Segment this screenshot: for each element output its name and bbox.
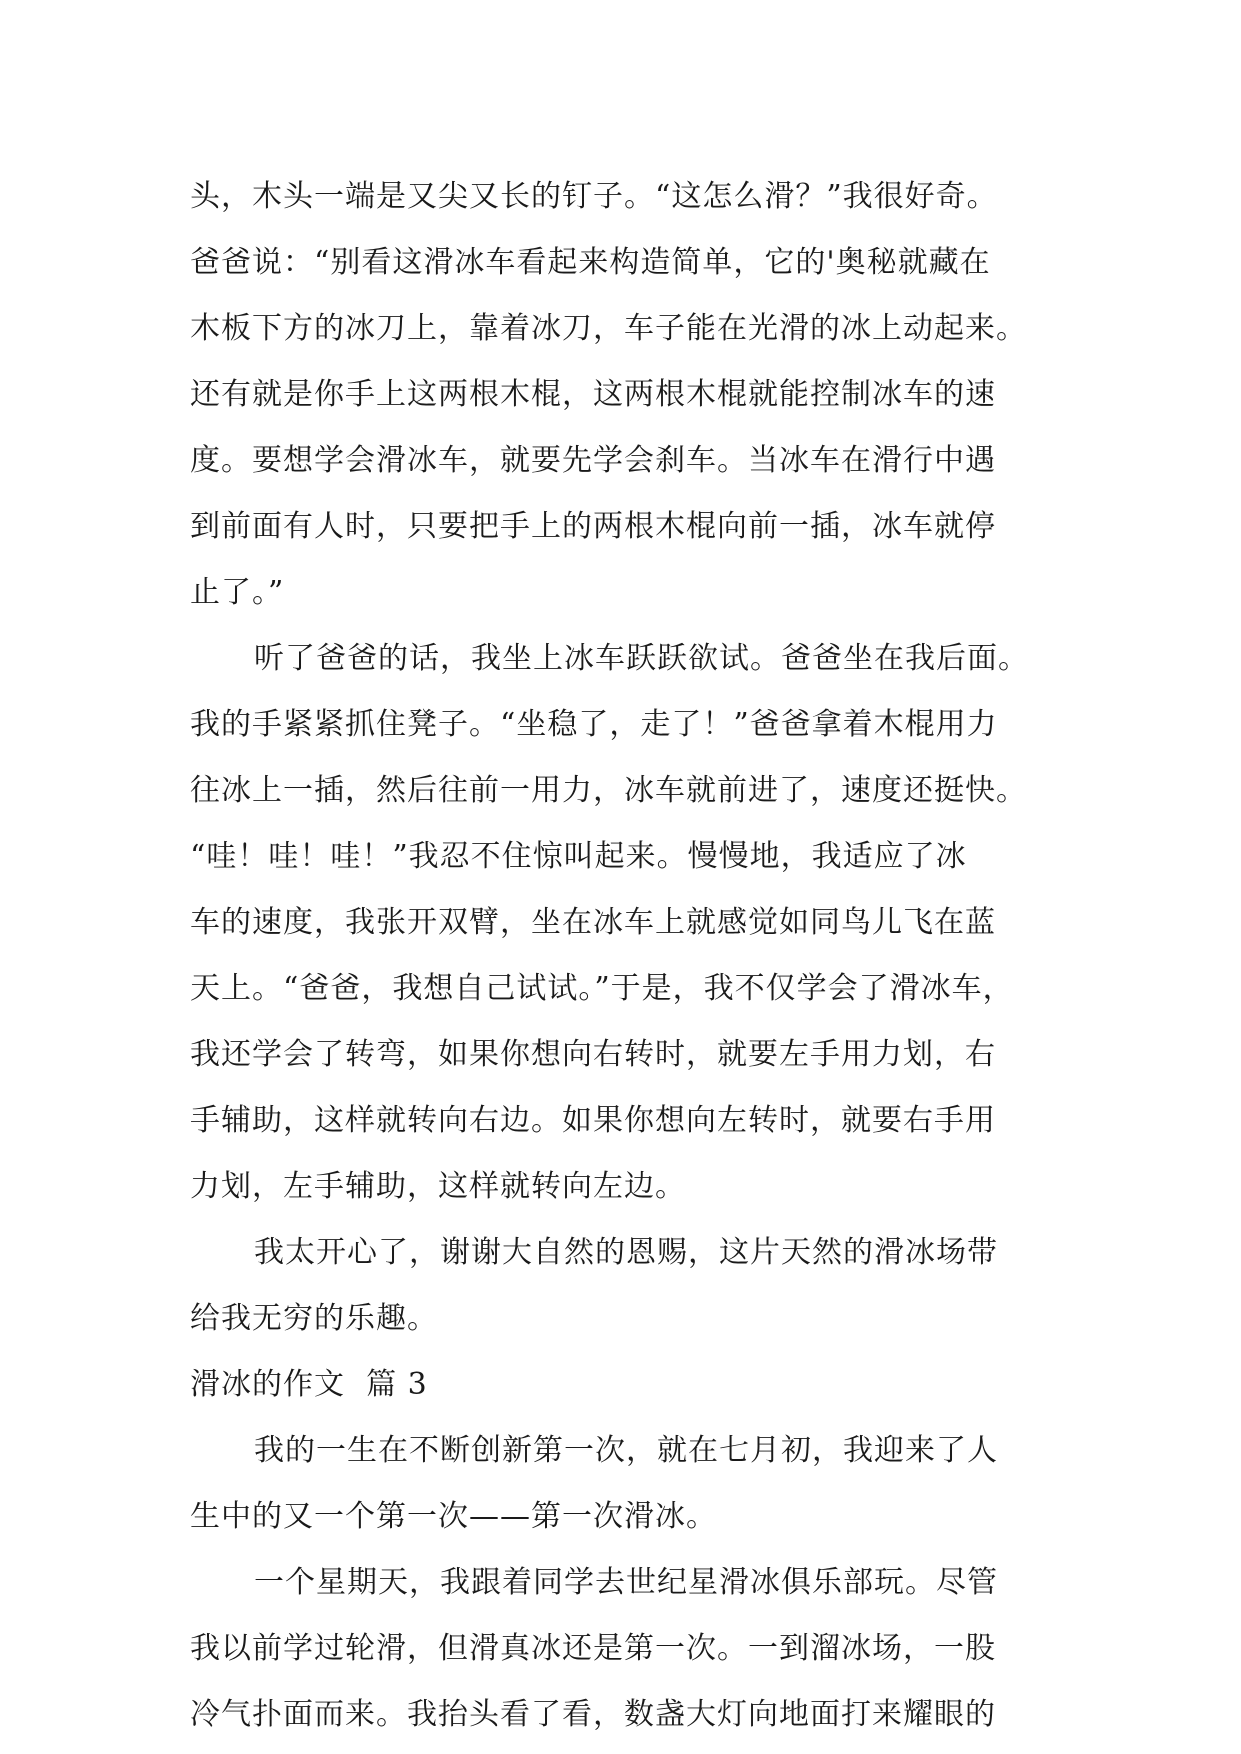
text-line: 爸爸说：“别看这滑冰车看起来构造简单，它的'奥秘就藏在 bbox=[190, 245, 991, 280]
text-line: 到前面有人时，只要把手上的两根木棍向前一插，冰车就停 bbox=[190, 509, 996, 544]
paragraph-start-line: 我太开心了，谢谢大自然的恩赐，这片天然的滑冰场带 bbox=[254, 1235, 998, 1270]
text-line: 我以前学过轮滑，但滑真冰还是第一次。一到溜冰场，一股 bbox=[190, 1631, 996, 1666]
text-line: 我还学会了转弯，如果你想向右转时，就要左手用力划，右 bbox=[190, 1037, 996, 1072]
section-heading: 滑冰的作文 篇 3 bbox=[190, 1367, 428, 1402]
text-line: 冷气扑面而来。我抬头看了看，数盏大灯向地面打来耀眼的 bbox=[190, 1697, 996, 1732]
text-line: 往冰上一插，然后往前一用力，冰车就前进了，速度还挺快。 bbox=[190, 773, 1027, 808]
text-line: 木板下方的冰刀上，靠着冰刀，车子能在光滑的冰上动起来。 bbox=[190, 311, 1027, 346]
text-line: 头，木头一端是又尖又长的钉子。“这怎么滑？”我很好奇。 bbox=[190, 179, 998, 214]
text-line: 还有就是你手上这两根木棍，这两根木棍就能控制冰车的速 bbox=[190, 377, 996, 412]
paragraph-start-line: 我的一生在不断创新第一次，就在七月初，我迎来了人 bbox=[254, 1433, 998, 1468]
document-body bbox=[190, 164, 1070, 1748]
text-line: 我的手紧紧抓住凳子。“坐稳了，走了！”爸爸拿着木棍用力 bbox=[190, 707, 998, 742]
text-line: 给我无穷的乐趣。 bbox=[190, 1301, 438, 1336]
paragraph-start-line: 一个星期天，我跟着同学去世纪星滑冰俱乐部玩。尽管 bbox=[254, 1565, 998, 1600]
text-line: 手辅助，这样就转向右边。如果你想向左转时，就要右手用 bbox=[190, 1103, 996, 1138]
paragraph-start-line: 听了爸爸的话，我坐上冰车跃跃欲试。爸爸坐在我后面。 bbox=[254, 641, 1029, 676]
text-line: 止了。” bbox=[190, 575, 285, 610]
text-line: 天上。“爸爸，我想自己试试。”于是，我不仅学会了滑冰车， bbox=[190, 971, 1014, 1006]
text-line: “哇！哇！哇！”我忍不住惊叫起来。慢慢地，我适应了冰 bbox=[190, 839, 967, 874]
text-line: 生中的又一个第一次——第一次滑冰。 bbox=[190, 1499, 717, 1534]
text-line: 力划，左手辅助，这样就转向左边。 bbox=[190, 1169, 686, 1204]
text-line: 车的速度，我张开双臂，坐在冰车上就感觉如同鸟儿飞在蓝 bbox=[190, 905, 996, 940]
text-line: 度。要想学会滑冰车，就要先学会刹车。当冰车在滑行中遇 bbox=[190, 443, 996, 478]
